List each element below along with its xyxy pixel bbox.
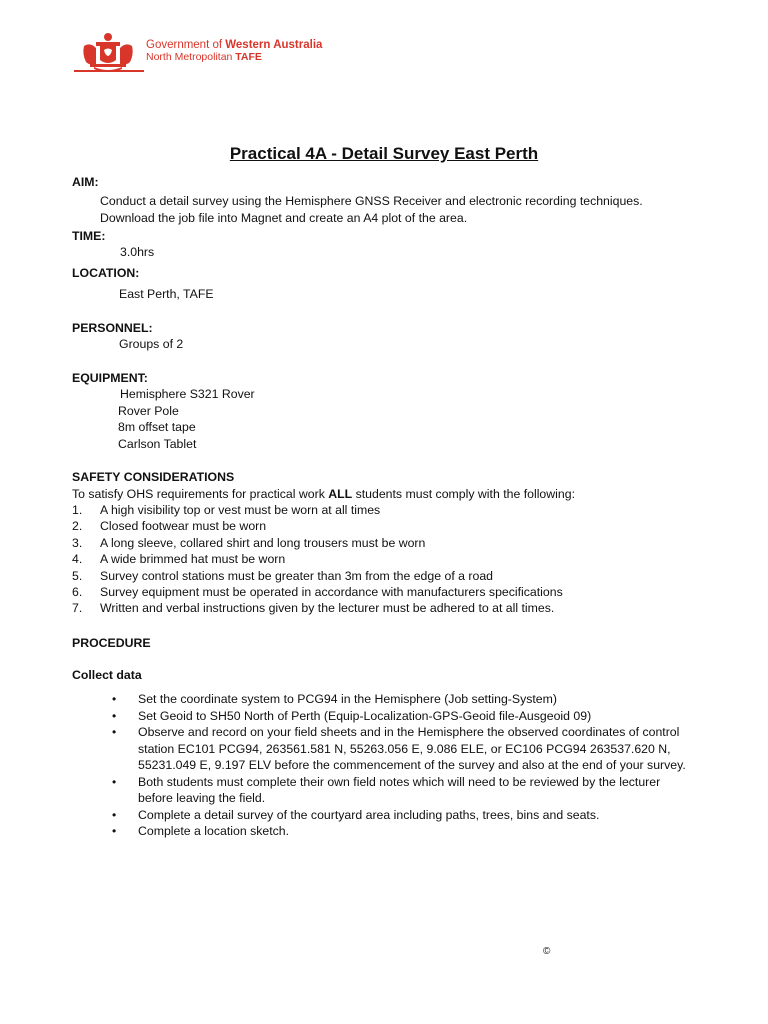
bullet-icon: • xyxy=(112,774,117,789)
safety-heading: SAFETY CONSIDERATIONS xyxy=(72,470,235,484)
location-value: East Perth, TAFE xyxy=(119,287,214,301)
personnel-heading: PERSONNEL: xyxy=(72,321,153,335)
equipment-item: Hemisphere S321 Rover xyxy=(120,387,255,401)
time-value: 3.0hrs xyxy=(120,245,155,259)
list-item: 5. Survey control stations must be greater than 3m from the edge of a road xyxy=(72,568,494,583)
procedure-heading: PROCEDURE xyxy=(72,636,151,650)
list-item: 4. A wide brimmed hat must be worn xyxy=(72,552,286,567)
equipment-item: 8m offset tape xyxy=(118,420,196,434)
list-item: 3. A long sleeve, collared shirt and long trousers must be worn xyxy=(72,535,426,550)
list-item: 2. Closed footwear must be worn xyxy=(72,519,267,534)
procedure-list xyxy=(112,691,697,840)
equipment-heading: EQUIPMENT: xyxy=(72,371,148,385)
list-item: • Complete a location sketch. xyxy=(112,824,290,838)
personnel-value: Groups of 2 xyxy=(119,337,184,351)
page-title: Practical 4A - Detail Survey East Perth xyxy=(229,144,539,163)
logo-underline xyxy=(74,70,144,72)
bullet-icon: • xyxy=(112,692,117,706)
bullet-icon: • xyxy=(112,824,117,838)
org-subname: North Metropolitan TAFE xyxy=(146,51,262,63)
collect-data-subheading: Collect data xyxy=(72,668,142,682)
bullet-icon: • xyxy=(112,807,117,822)
list-item: 1. A high visibility top or vest must be worn at all times xyxy=(72,503,381,517)
location-heading: LOCATION: xyxy=(72,266,140,280)
wa-crest-icon xyxy=(72,32,144,74)
list-item: 6. Survey equipment must be operated in accordance with manufacturers specifications xyxy=(72,584,563,599)
bullet-icon: • xyxy=(112,725,117,739)
equipment-item: Rover Pole xyxy=(118,404,179,418)
org-name: Government of Western Australia xyxy=(146,39,323,51)
bullet-icon: • xyxy=(112,708,117,723)
safety-list xyxy=(72,502,692,617)
list-item: • Observe and record on your field sheets and in the Hemisphere the observed coordinates of control station EC101 PCG94, 263561.581 N, 55263.056 E, 9.086 ELE, or EC106 PCG94 263537.620 N, 55231.049 E, 9.197 ELV before the commencement of the survey and also at the end of your survey. xyxy=(112,725,686,772)
equipment-item: Carlson Tablet xyxy=(118,437,197,451)
aim-line-2: Download the job file into Magnet and create an A4 plot of the area. xyxy=(100,211,468,225)
time-heading: TIME: xyxy=(72,229,106,243)
list-item: • Set the coordinate system to PCG94 in the Hemisphere (Job setting-System) xyxy=(112,692,557,706)
list-item: • Both students must complete their own field notes which will need to be reviewed by the lecturer before leaving the field. xyxy=(112,774,661,805)
copyright-mark: © xyxy=(543,946,551,957)
list-item: 7. Written and verbal instructions given by the lecturer must be adhered to at all times. xyxy=(72,601,555,616)
aim-line-1: Conduct a detail survey using the Hemisphere GNSS Receiver and electronic recording techniques. xyxy=(100,194,643,208)
list-item: • Complete a detail survey of the courtyard area including paths, trees, bins and seats. xyxy=(112,807,600,822)
safety-intro: To satisfy OHS requirements for practical work ALL students must comply with the following: xyxy=(72,487,575,501)
list-item: • Set Geoid to SH50 North of Perth (Equip-Localization-GPS-Geoid file-Ausgeoid 09) xyxy=(112,708,592,723)
aim-heading: AIM: xyxy=(72,175,99,189)
